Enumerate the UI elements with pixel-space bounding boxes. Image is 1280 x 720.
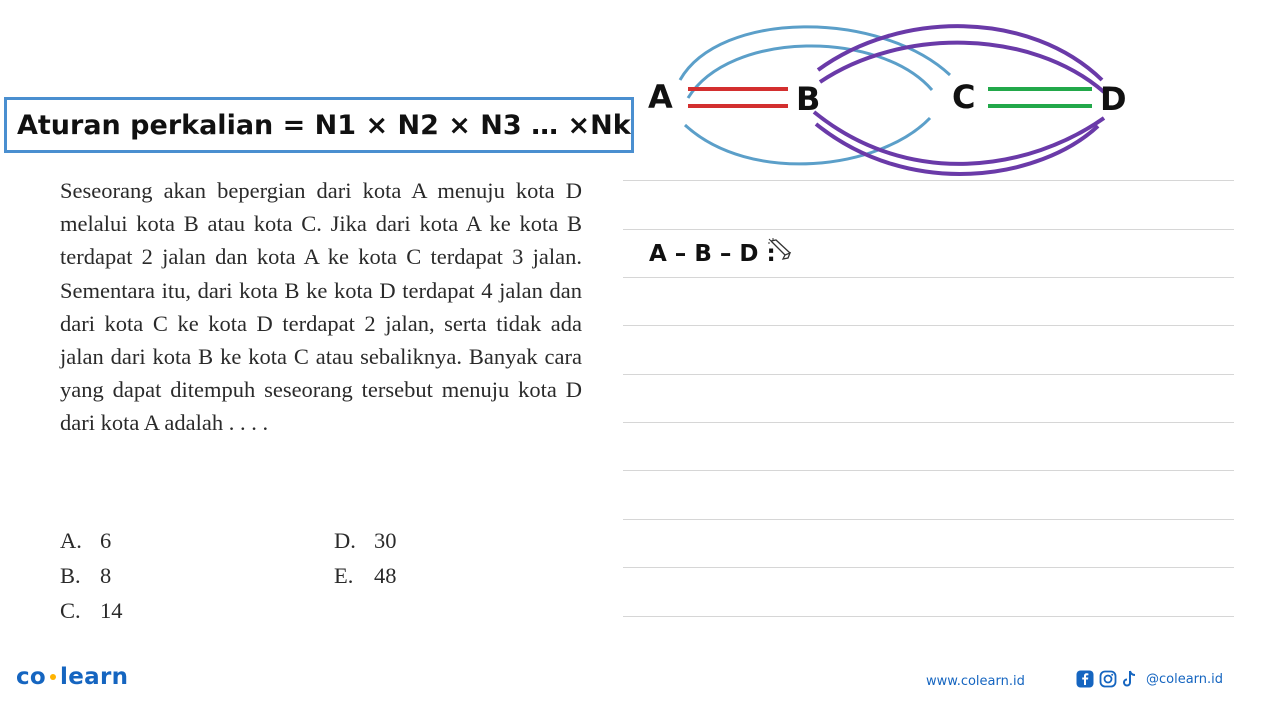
node-d: D: [1100, 80, 1127, 118]
problem-statement: [60, 174, 582, 440]
logo-dot: [50, 674, 56, 680]
problem-text: Seseorang akan bepergian dari kota A menuju kota D melalui kota B atau kota C. Jika dari kota A ke kota B terdapat 2 jalan dan kota A ke kota C terdapat 3 jalan. Sementara itu, dari kota B ke kota D terdapat 4 jalan dan dari kota C ke kota D terdapat 2 jalan, serta tidak ada jalan dari kota B ke kota C atau sebaliknya. Banyak cara yang dapat ditempuh seseorang tersebut menuju kota D dari kota A adalah . . . .: [60, 178, 582, 436]
instagram-icon[interactable]: [1099, 670, 1117, 688]
social-links: [1076, 670, 1223, 688]
tiktok-icon[interactable]: [1122, 670, 1138, 688]
ruled-line: [623, 470, 1234, 471]
ruled-line: [623, 374, 1234, 375]
social-handle[interactable]: @colearn.id: [1146, 671, 1224, 687]
option-a: A. 6: [60, 528, 112, 553]
ruled-line: [623, 616, 1234, 617]
option-b: B. 8: [60, 563, 112, 588]
road-b-d-1: [818, 26, 1102, 80]
ruled-line: [623, 422, 1234, 423]
road-diagram: [630, 0, 1150, 180]
ruled-line: [623, 180, 1234, 181]
formula-text: Aturan perkalian = N1 × N2 × N3 … ×Nk: [17, 109, 631, 141]
node-b: B: [796, 80, 821, 118]
ruled-line: [623, 229, 1234, 230]
road-b-d-4: [816, 124, 1098, 174]
ruled-line: [623, 519, 1234, 520]
pencil-icon: [768, 238, 794, 262]
ruled-line: [623, 277, 1234, 278]
website-link[interactable]: www.colearn.id: [926, 674, 1025, 689]
option-c: C. 14: [60, 598, 123, 623]
node-c: C: [952, 78, 976, 116]
road-a-c-3: [685, 118, 930, 164]
colearn-logo: co learn: [16, 664, 129, 690]
ruled-line: [623, 325, 1234, 326]
formula-box: [4, 97, 634, 153]
facebook-icon[interactable]: [1076, 670, 1094, 688]
answer-line: A – B – D :: [649, 241, 776, 267]
ruled-line: [623, 567, 1234, 568]
option-e: E. 48: [334, 563, 397, 588]
option-d: D. 30: [334, 528, 397, 553]
node-a: A: [648, 78, 673, 116]
